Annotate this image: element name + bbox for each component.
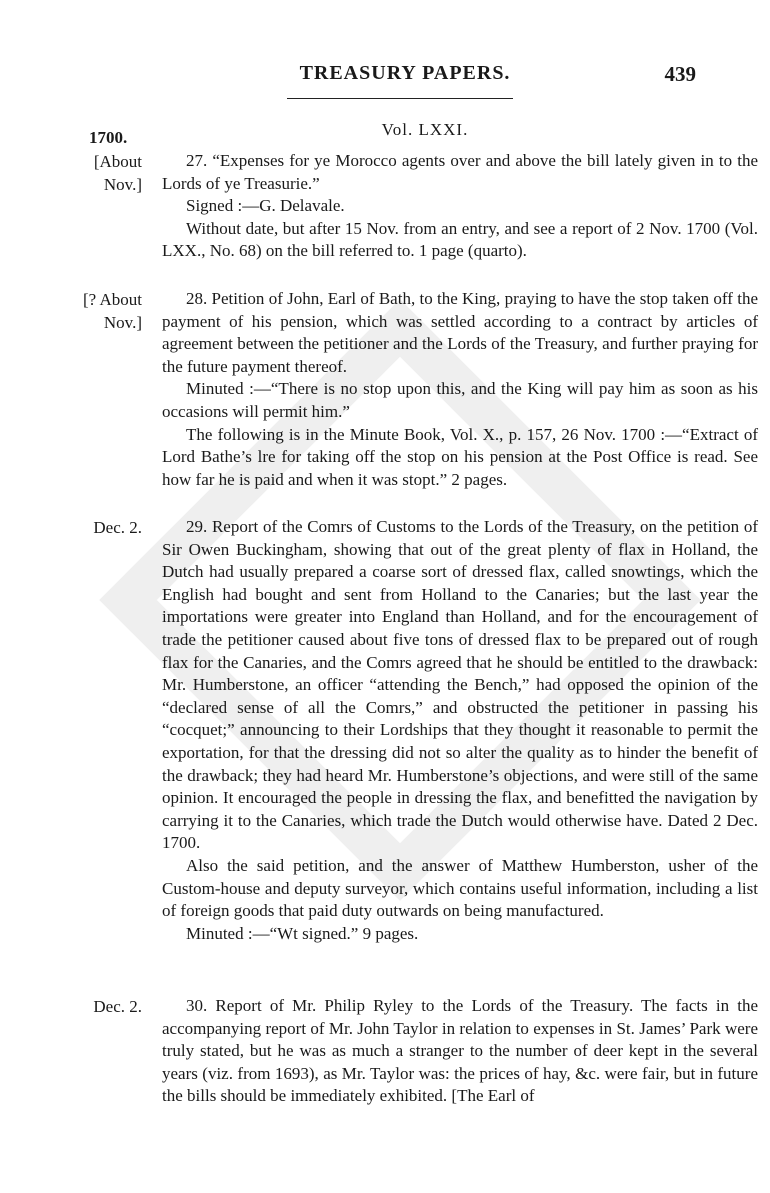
entry-body bbox=[162, 288, 758, 491]
entry-date: [About Nov.] bbox=[93, 152, 142, 194]
header-rule bbox=[287, 98, 513, 99]
entry-date: Dec. 2. bbox=[93, 518, 142, 537]
entry-paragraph: 27. “Expenses for ye Morocco agents over and above the bill lately given in to the Lords of ye Treasurie.” bbox=[162, 151, 758, 193]
entry-paragraph: 30. Report of Mr. Philip Ryley to the Lords of the Treasury. The facts in the accompanying report of Mr. John Taylor in relation to expenses in St. James’ Park were truly stated, but he was as much a stranger to the number of deer kept in the several years (viz. from 1693), as Mr. Taylor was: the prices of hay, &c. were fair, but in future the bills should be immediately exhibited. [The Earl of bbox=[162, 996, 758, 1106]
page-number: 439 bbox=[664, 62, 696, 86]
entry-paragraph: Minuted :—“There is no stop upon this, and the King will pay him as soon as his occasions will permit him.” bbox=[162, 379, 758, 421]
year-label: 1700. bbox=[89, 128, 128, 147]
entry-body bbox=[162, 995, 758, 1108]
entry-paragraph: Without date, but after 15 Nov. from an entry, and see a report of 2 Nov. 1700 (Vol. LXX., No. 68) on the bill referred to. 1 page (quarto). bbox=[162, 218, 758, 261]
entry-paragraph: Signed :—G. Delavale. bbox=[186, 196, 345, 216]
entry-paragraph: 28. Petition of John, Earl of Bath, to the King, praying to have the stop taken off the payment of his pension, which was settled according to a contract by articles of agreement between the petitioner and the Lords of the Treasury, and further praying for the future payment thereof. bbox=[162, 289, 758, 376]
entry-paragraph: The following is in the Minute Book, Vol. X., p. 157, 26 Nov. 1700 :—“Extract of Lord Bathe’s lre for taking off the stop on his pension at the Post Office is read. See how far he is paid and when it was stopt.” 2 pages. bbox=[162, 424, 758, 489]
entry-paragraph: Also the said petition, and the answer of Matthew Humberston, usher of the Custom-house and deputy surveyor, which contains useful information, including a list of foreign goods that paid duty outwards on being manufactured. bbox=[162, 855, 758, 921]
entry-body bbox=[162, 150, 758, 263]
volume-heading: Vol. LXXI. bbox=[381, 120, 469, 139]
entry-paragraph: 29. Report of the Comrs of Customs to the Lords of the Treasury, on the petition of Sir Owen Buckingham, showing that out of the great plenty of flax in Holland, the Dutch had usually prepared a coarse sort of dressed flax, called snowtings, which the English had bought and sent from Holland to the Canaries; but the last year the importations were greater into England than Holland, and for the encouragement of trade the petitioner caused about five tons of dressed flax to be prepared out of rough flax for the Canaries, and the Comrs agreed that he should be entitled to the drawback: Mr. Humberstone, an officer “attending the Bench,” had opposed the opinion of the “declared sense of all the Comrs,” and obstructed the petitioner in passing his “cocquet;” announcing to their Lordships that they thought it reasonable to permit the exportation, for that the dressing did not so alter the quality as to hinder the benefit of the drawback; they had heard Mr. Humberstone’s objections, and were still of the same opinion. It encouraged the people in dressing the flax, and benefitted the navigation by carrying it to the Canaries, which trade the Dutch would otherwise have. Dated 2 Dec. 1700. bbox=[162, 517, 758, 853]
entry-body bbox=[162, 516, 758, 945]
entry-date: [? About Nov.] bbox=[82, 290, 142, 332]
running-head bbox=[0, 62, 770, 92]
entry-paragraph: Minuted :—“Wt signed.” 9 pages. bbox=[186, 923, 419, 943]
entry-date: Dec. 2. bbox=[93, 997, 142, 1016]
running-title: TREASURY PAPERS. bbox=[299, 62, 511, 84]
